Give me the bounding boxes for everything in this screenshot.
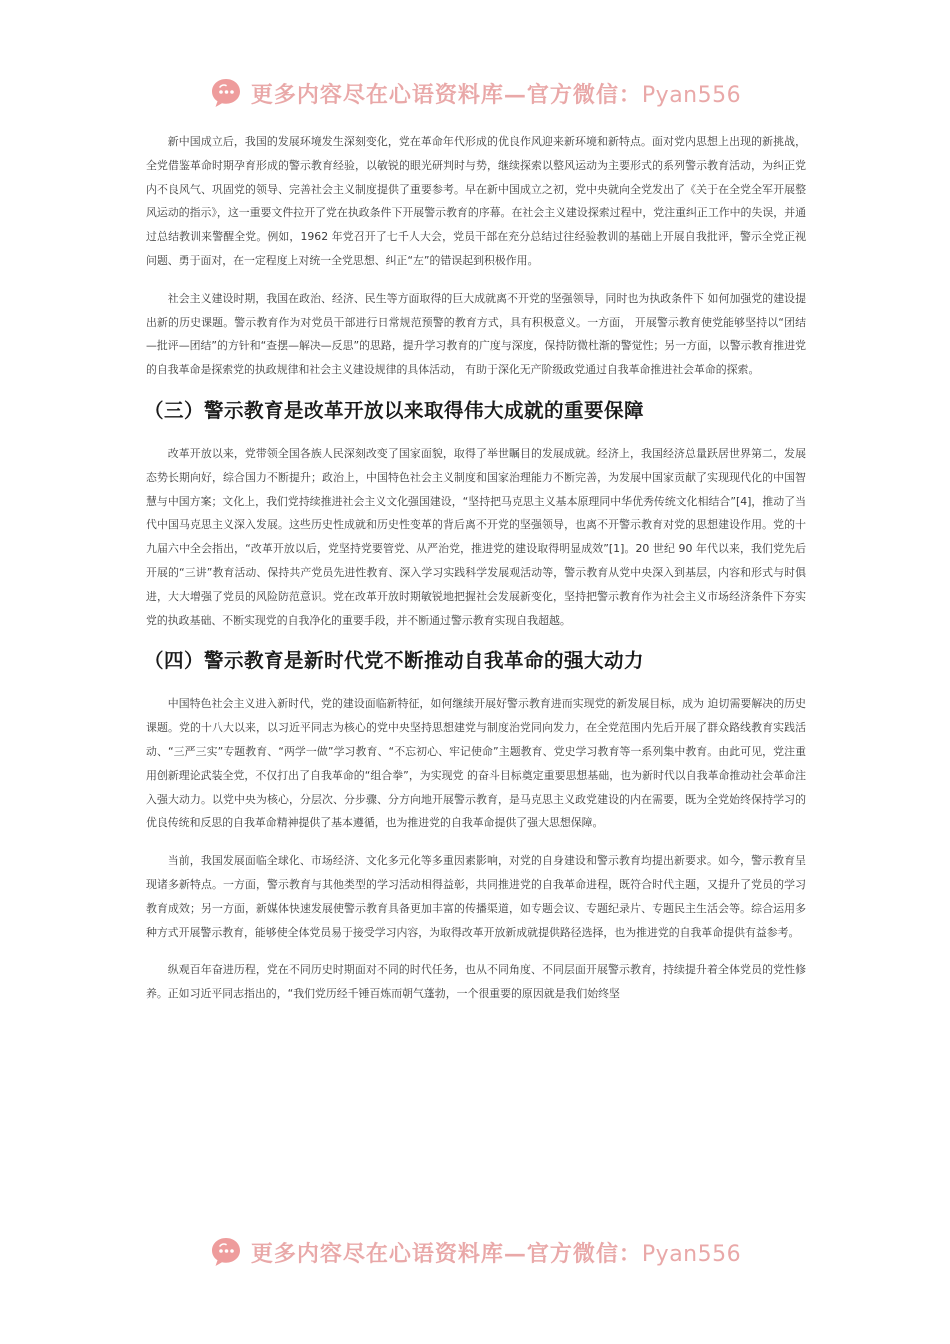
section-heading-3: （三）警示教育是改革开放以来取得伟大成就的重要保障 [144, 398, 645, 422]
header-banner [0, 71, 950, 115]
document-body [146, 130, 806, 1020]
paragraph-1: 新中国成立后，我国的发展环境发生深刻变化，党在革命年代形成的优良作风迎来新环境和新特点。面对党内思想上出现的新挑战，全党借鉴革命时期孕育形成的警示教育经验，以敏锐的眼光研判时与势，继续探索以整风运动为主要形式的系列警示教育活动，为纠正党内不良风气、巩固党的领导、完善社会主义制度提供了重要参考。早在新中国成立之初，党中央就向全党发出了《关于在全党全军开展整风运动的指示》，这一重要文件拉开了党在执政条件下开展警示教育的序幕。在社会主义建设探索过程中，党注重纠正工作中的失误，并通过总结教训来警醒全党。例如，1962 年党召开了七千人大会，党员干部在充分总结过往经验教训的基础上开展自我批评，警示全党正视问题、勇于面对，在一定程度上对统一全党思想、纠正“左”的错误起到积极作用。 [146, 135, 806, 267]
banner-text: 更多内容尽在心语资料库—官方微信：Pyan556 [250, 81, 742, 108]
banner-text: 更多内容尽在心语资料库—官方微信：Pyan556 [250, 1240, 742, 1267]
paragraph-5: 当前，我国发展面临全球化、市场经济、文化多元化等多重因素影响，对党的自身建设和警示教育均提出新要求。如今，警示教育呈现诸多新特点。一方面，警示教育与其他类型的学习活动相得益彰，共同推进党的自我革命进程，既符合时代主题，又提升了党员的学习教育成效；另一方面，新媒体快速发展使警示教育具备更加丰富的传播渠道，如专题会议、专题纪录片、专题民主生活会等。综合运用多种方式开展警示教育，能够使全体党员易于接受学习内容，为取得改革开放新成就提供路径选择，也为推进党的自我革命提供有益参考。 [146, 854, 806, 939]
chat-bubble-icon [209, 76, 243, 110]
banner-wechat-id: Pyan556 [641, 1241, 742, 1267]
paragraph-3: 改革开放以来，党带领全国各族人民深刻改变了国家面貌，取得了举世瞩目的发展成就。经济上，我国经济总量跃居世界第二，发展态势长期向好，综合国力不断提升；政治上，中国特色社会主义制度和国家治理能力不断完善，为发展中国家贡献了实现现代化的中国智慧与中国方案；文化上，我们党持续推进社会主义文化强国建设，“坚持把马克思主义基本原理同中华优秀传统文化相结合”[4]，推动了当代中国马克思主义深入发展。这些历史性成就和历史性变革的背后离不开党的坚强领导，也离不开警示教育对党的思想建设作用。党的十九届六中全会指出，“改革开放以后，党坚持党要管党、从严治党，推进党的建设取得明显成效”[1]。20 世纪 90 年代以来，我们党先后开展的“三讲”教育活动、保持共产党员先进性教育、深入学习实践科学发展观活动等，警示教育从党中央深入到基层，内容和形式与时俱进，大大增强了党员的风险防范意识。党在改革开放时期敏锐地把握社会发展新变化，坚持把警示教育作为社会主义市场经济条件下夯实党的执政基础、不断实现党的自我净化的重要手段，并不断通过警示教育实现自我超越。 [146, 446, 806, 627]
footer-banner [0, 1230, 950, 1274]
paragraph-6: 纵观百年奋进历程，党在不同历史时期面对不同的时代任务，也从不同角度、不同层面开展警示教育，持续提升着全体党员的党性修养。正如习近平同志指出的，“我们党历经千锤百炼而朝气蓬勃，一个很重要的原因就是我们始终坚 [146, 963, 806, 1001]
paragraph-2: 社会主义建设时期，我国在政治、经济、民生等方面取得的巨大成就离不开党的坚强领导，同时也为执政条件下 如何加强党的建设提出新的历史课题。警示教育作为对党员干部进行日常规范预警的教育方式，具有积极意义。一方面， 开展警示教育使党能够坚持以“团结—批评—团结”的方针和“查摆—解决—反思”的思路，提升学习教育的广度与深度，保持防微杜渐的警觉性；另一方面，以警示教育推进党的自我革命是探索党的执政规律和社会主义建设规律的具体活动， 有助于深化无产阶级政党通过自我革命推进社会革命的探索。 [146, 291, 806, 377]
chat-bubble-icon [209, 1235, 243, 1269]
banner-inner [209, 76, 741, 110]
banner-wechat-id: Pyan556 [641, 82, 742, 108]
paragraph-4: 中国特色社会主义进入新时代，党的建设面临新特征，如何继续开展好警示教育进而实现党的新发展目标，成为 迫切需要解决的历史课题。党的十八大以来，以习近平同志为核心的党中央坚持思想建党与制度治党同向发力，在全党范围内先后开展了群众路线教育实践活动、“三严三实”专题教育、“两学一做”学习教育、“不忘初心、牢记使命”主题教育、党史学习教育等一系列集中教育。由此可见，党注重用创新理论武装全党，不仅打出了自我革命的“组合拳”，为实现党 的奋斗目标奠定重要思想基础，也为新时代以自我革命推动社会革命注入强大动力。以党中央为核心，分层次、分步骤、分方向地开展警示教育，是马克思主义政党建设的内在需要，既为全党始终保持学习的优良传统和反思的自我革命精神提供了基本遵循，也为推进党的自我革命提供了强大思想保障。 [146, 697, 806, 830]
banner-inner [209, 1235, 741, 1269]
section-heading-4: （四）警示教育是新时代党不断推动自我革命的强大动力 [144, 649, 645, 673]
